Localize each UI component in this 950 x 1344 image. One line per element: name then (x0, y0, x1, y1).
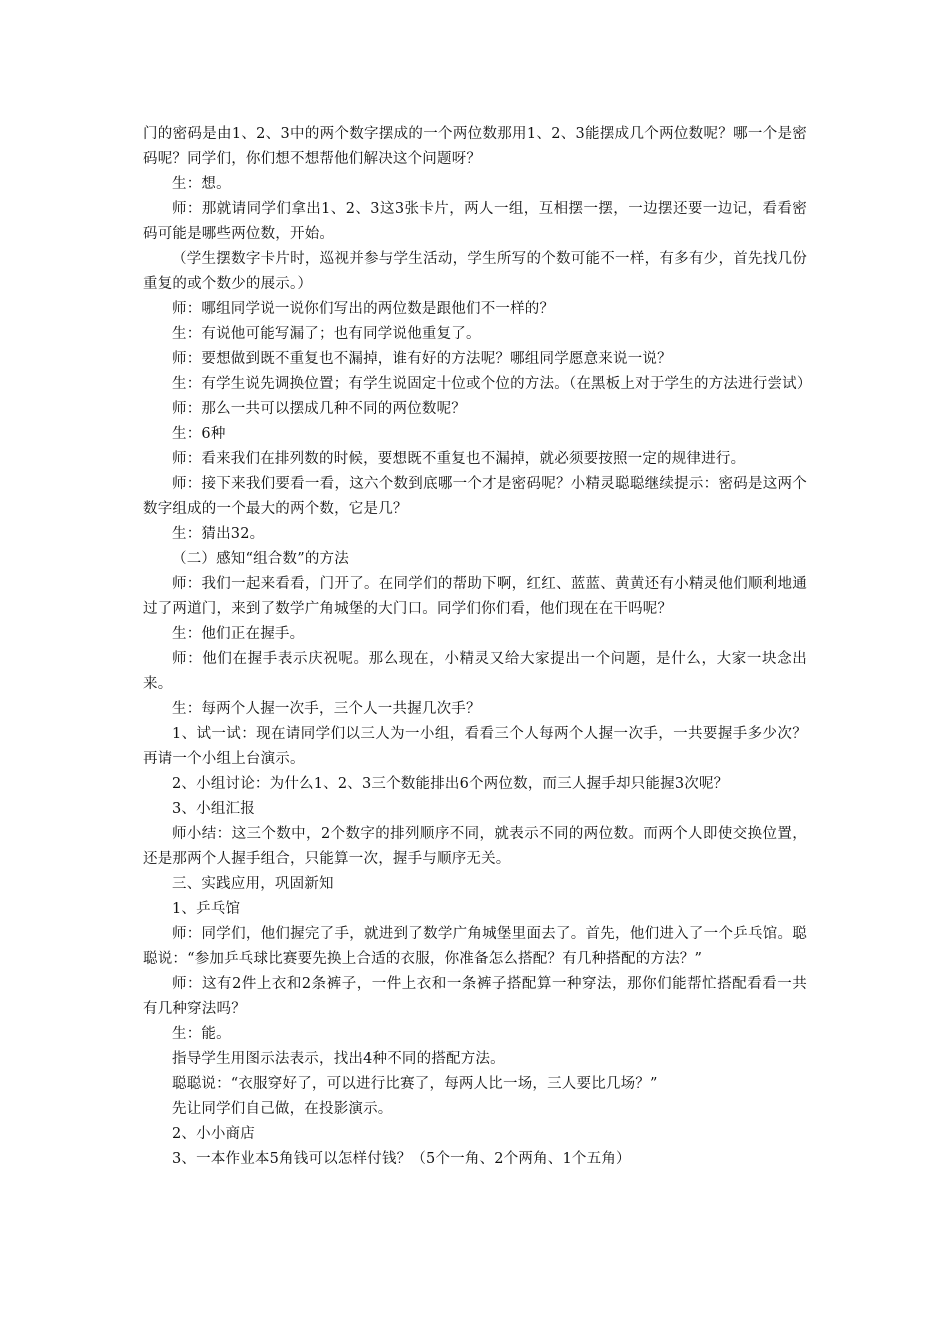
paragraph: 3、小组汇报 (172, 801, 255, 817)
paragraph: 1、试一试：现在请同学们以三人为一小组，看看三个人每两个人握一次手，一共要握手多少次？再请一个小组上台演示。 (143, 726, 807, 767)
paragraph: 指导学生用图示法表示，找出4种不同的搭配方法。 (172, 1051, 505, 1067)
paragraph: 3、一本作业本5角钱可以怎样付钱？（5个一角、2个两角、1个五角） (172, 1151, 631, 1167)
paragraph: 生：想。 (172, 176, 231, 192)
paragraph: 师：哪组同学说一说你们写出的两位数是跟他们不一样的？ (172, 301, 555, 317)
paragraph: 2、小组讨论：为什么1、2、3三个数能排出6个两位数，而三人握手却只能握3次呢？ (172, 776, 729, 792)
paragraph: 师：他们在握手表示庆祝呢。那么现在，小精灵又给大家提出一个问题，是什么，大家一块念出来。 (143, 651, 807, 692)
paragraph: 师：我们一起来看看，门开了。在同学们的帮助下啊，红红、蓝蓝、黄黄还有小精灵他们顺利地通过了两道门，来到了数学广角城堡的大门口。同学们你们看，他们现在在干吗呢？ (143, 576, 807, 617)
paragraph: （学生摆数字卡片时，巡视并参与学生活动，学生所写的个数可能不一样，有多有少，首先找几份重复的或个数少的展示。） (143, 251, 807, 292)
paragraph: 师：看来我们在排列数的时候，要想既不重复也不漏掉，就必须要按照一定的规律进行。 (172, 451, 746, 467)
paragraph: 2、小小商店 (172, 1126, 255, 1142)
paragraph: 生：有说他可能写漏了；也有同学说他重复了。 (172, 326, 481, 342)
paragraph: 师：同学们，他们握完了手，就进到了数学广角城堡里面去了。首先，他们进入了一个乒乓馆。聪聪说：“参加乒乓球比赛要先换上合适的衣服，你准备怎么搭配？有几种搭配的方法？” (143, 926, 807, 967)
paragraph: 生：能。 (172, 1026, 231, 1042)
paragraph: 师：接下来我们要看一看，这六个数到底哪一个才是密码呢？小精灵聪聪继续提示：密码是这两个数字组成的一个最大的两个数，它是几？ (143, 476, 807, 517)
paragraph: 聪聪说：“衣服穿好了，可以进行比赛了，每两人比一场，三人要比几场？” (172, 1076, 658, 1092)
paragraph: 先让同学们自己做，在投影演示。 (172, 1101, 393, 1117)
paragraph: 师：这有2件上衣和2条裤子，一件上衣和一条裤子搭配算一种穿法，那你们能帮忙搭配看看一共有几种穿法吗？ (143, 976, 807, 1017)
paragraph: 生：有学生说先调换位置；有学生说固定十位或个位的方法。（在黑板上对于学生的方法进行尝试） (172, 376, 812, 392)
paragraph: 师：那就请同学们拿出1、2、3这3张卡片，两人一组，互相摆一摆，一边摆还要一边记，看看密码可能是哪些两位数，开始。 (143, 201, 807, 242)
paragraph: 1、乒乓馆 (172, 901, 241, 917)
paragraph: 三、实践应用，巩固新知 (172, 876, 334, 892)
paragraph: 生：他们正在握手。 (172, 626, 305, 642)
paragraph: （二）感知“组合数”的方法 (172, 551, 349, 567)
paragraph: 师小结：这三个数中，2个数字的排列顺序不同，就表示不同的两位数。而两个人即使交换位置，还是那两个人握手组合，只能算一次，握手与顺序无关。 (143, 826, 807, 867)
paragraph: 生：猜出32。 (172, 526, 265, 542)
paragraph: 门的密码是由1、2、3中的两个数字摆成的一个两位数那用1、2、3能摆成几个两位数呢？哪一个是密码呢？同学们，你们想不想帮他们解决这个问题呀？ (143, 126, 807, 167)
paragraph: 师：那么一共可以摆成几种不同的两位数呢？ (172, 401, 466, 417)
paragraph: 生：6种 (172, 426, 226, 442)
document-page (143, 122, 812, 1172)
paragraph: 生：每两个人握一次手，三个人一共握几次手？ (172, 701, 481, 717)
paragraph: 师：要想做到既不重复也不漏掉，谁有好的方法呢？哪组同学愿意来说一说？ (172, 351, 672, 367)
